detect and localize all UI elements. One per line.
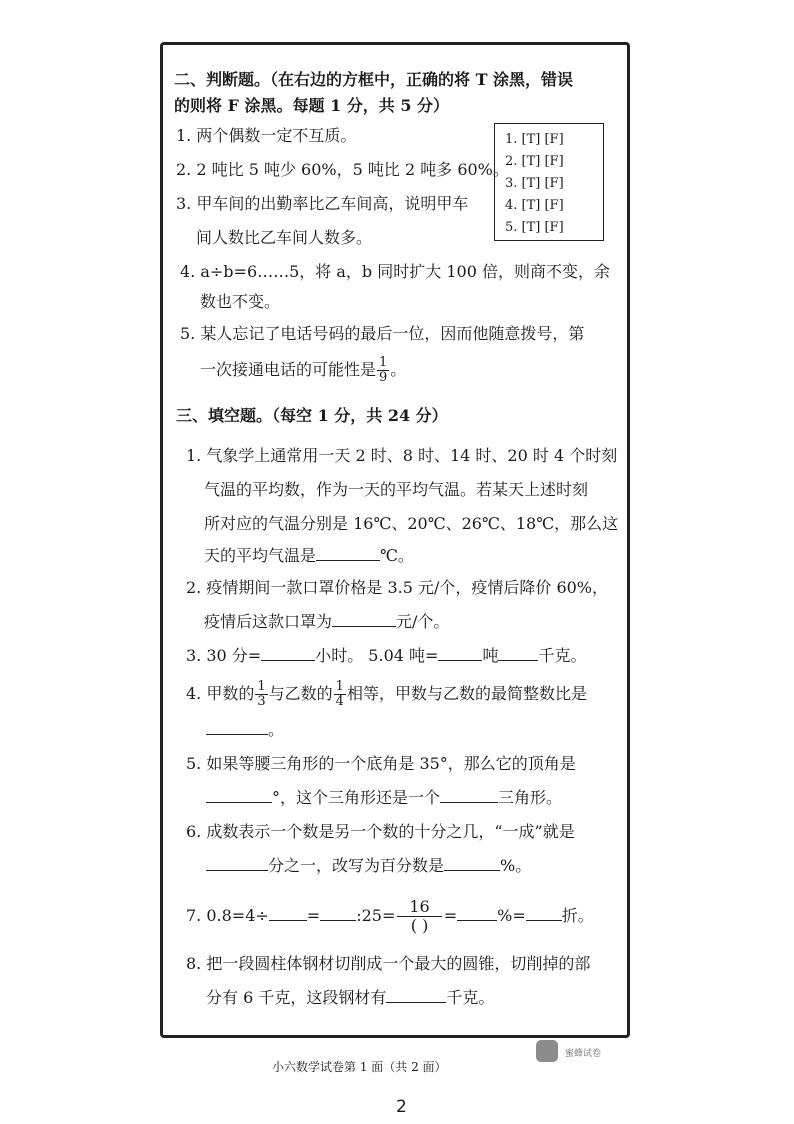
- watermark-text: 蜜蜂试卷: [565, 1049, 602, 1059]
- judge-q5-cont: [200, 356, 406, 385]
- fill-q7: [186, 898, 594, 935]
- q4-frac-2: [334, 680, 346, 709]
- q8-blank[interactable]: [386, 988, 446, 1003]
- q6-post: %。: [500, 856, 532, 875]
- judge-q3-cont: 间人数比乙车间人数多。: [196, 228, 373, 247]
- q3-pre: 3. 30 分=: [186, 646, 262, 665]
- page-number: 2: [396, 1097, 407, 1117]
- judge-q2: 2. 2 吨比 5 吨少 60%，5 吨比 2 吨多 60%。: [176, 160, 509, 179]
- fill-q1: 1. 气象学上通常用一天 2 时、8 时、14 时、20 时 4 个时刻: [186, 446, 618, 465]
- footer-text: 小六数学试卷第 1 面（共 2 面）: [272, 1060, 447, 1074]
- q7-pct: %=: [497, 906, 526, 925]
- q1-post: ℃。: [380, 546, 414, 565]
- q1-blank[interactable]: [316, 546, 380, 561]
- fill-q1-l4: [204, 546, 414, 566]
- q3-blank-2[interactable]: [438, 646, 482, 661]
- fill-q3: [186, 646, 586, 666]
- q3-mid: 小时。 5.04 吨=: [315, 646, 439, 665]
- fill-q1-l2: 气温的平均数，作为一天的平均气温。若某天上述时刻: [204, 480, 589, 499]
- q2-pre: 疫情后这款口罩为: [204, 612, 333, 631]
- q7-fraction: [397, 898, 441, 935]
- fill-q4-l2: [206, 720, 284, 740]
- q6-mid: 分之一，改写为百分数是: [268, 856, 445, 875]
- fill-q5-l2: [206, 788, 562, 808]
- q7-blank-2[interactable]: [320, 906, 356, 921]
- fill-q6-l2: [206, 856, 531, 876]
- q5-blank-1[interactable]: [206, 788, 272, 803]
- section2-title-cont: 的则将 F 涂黑。每题 1 分，共 5 分）: [174, 96, 450, 115]
- q4b-post: 。: [268, 720, 285, 739]
- q8-pre: 分有 6 千克，这段钢材有: [206, 988, 387, 1007]
- q4-post: 相等，甲数与乙数的最简整数比是: [346, 684, 587, 703]
- answer-row-2[interactable]: 2. [T] [F]: [505, 154, 564, 169]
- q2-blank[interactable]: [332, 612, 396, 627]
- fill-q8-l2: [206, 988, 494, 1008]
- q4-pre: 4. 甲数的: [186, 684, 255, 703]
- q4-frac-1-num: 1: [257, 679, 266, 694]
- q5-fraction: [377, 356, 389, 385]
- q7-pre: 7. 0.8=4÷: [186, 906, 269, 925]
- judge-q4-cont: 数也不变。: [200, 292, 281, 311]
- fill-q4: [186, 680, 587, 709]
- q5-den: 9: [379, 370, 388, 385]
- q2-post: 元/个。: [396, 612, 450, 631]
- q4-blank[interactable]: [206, 720, 268, 735]
- watermark-logo-icon: [536, 1040, 558, 1062]
- judge-q3: 3. 甲车间的出勤率比乙车间高，说明甲车: [176, 194, 469, 213]
- q4-mid: 与乙数的: [268, 684, 333, 703]
- q7-post: 折。: [561, 906, 594, 925]
- q6-blank-2[interactable]: [444, 856, 500, 871]
- q4-frac-2-den: 4: [335, 694, 344, 709]
- q6-blank-1[interactable]: [206, 856, 268, 871]
- q3-blank-3[interactable]: [498, 646, 538, 661]
- section2-title: 二、判断题。（在右边的方框中，正确的将 T 涂黑，错误: [174, 70, 574, 89]
- judge-q5: 5. 某人忘记了电话号码的最后一位，因而他随意拨号，第: [180, 324, 585, 343]
- q5-post: 三角形。: [498, 788, 563, 807]
- q7-num: 16: [397, 898, 441, 917]
- q5-text: 一次接通电话的可能性是: [200, 360, 377, 379]
- q4-frac-1: [255, 680, 267, 709]
- q7-eq1: =: [306, 906, 321, 925]
- q3-post: 千克。: [538, 646, 587, 665]
- judge-q4: 4. a÷b=6……5，将 a，b 同时扩大 100 倍，则商不变，余: [180, 262, 610, 281]
- q4-frac-2-num: 1: [335, 679, 344, 694]
- fill-q2-l2: [204, 612, 449, 632]
- answer-row-1[interactable]: 1. [T] [F]: [505, 132, 564, 147]
- q3-blank-1[interactable]: [261, 646, 315, 661]
- q5-num: 1: [379, 355, 388, 370]
- judge-q1: 1. 两个偶数一定不互质。: [176, 126, 357, 145]
- q3-mid2: 吨: [482, 646, 499, 665]
- q5-mid: °，这个三角形还是一个: [272, 788, 441, 807]
- q7-colon: :25=: [356, 906, 396, 925]
- fill-q5: 5. 如果等腰三角形的一个底角是 35°，那么它的顶角是: [186, 754, 576, 773]
- q7-den[interactable]: ( ): [410, 916, 429, 935]
- answer-box: [494, 123, 604, 241]
- q7-eq2: =: [443, 906, 458, 925]
- fill-q6: 6. 成数表示一个数是另一个数的十分之几，“一成”就是: [186, 822, 575, 841]
- q5-end: 。: [390, 360, 407, 379]
- section3-title: 三、填空题。（每空 1 分，共 24 分）: [176, 406, 448, 425]
- fill-q2: 2. 疫情期间一款口罩价格是 3.5 元/个，疫情后降价 60%，: [186, 578, 609, 597]
- q7-blank-1[interactable]: [269, 906, 307, 921]
- q1-pre: 天的平均气温是: [204, 546, 317, 565]
- fill-q1-l3: 所对应的气温分别是 16℃、20℃、26℃、18℃，那么这: [204, 514, 619, 533]
- q4-frac-1-den: 3: [257, 694, 266, 709]
- answer-row-5[interactable]: 5. [T] [F]: [505, 220, 564, 235]
- q7-blank-3[interactable]: [457, 906, 497, 921]
- q7-blank-4[interactable]: [526, 906, 562, 921]
- fill-q8: 8. 把一段圆柱体钢材切削成一个最大的圆锥，切削掉的部: [186, 954, 591, 973]
- q8-post: 千克。: [446, 988, 495, 1007]
- answer-row-3[interactable]: 3. [T] [F]: [505, 176, 564, 191]
- q5-blank-2[interactable]: [440, 788, 498, 803]
- answer-row-4[interactable]: 4. [T] [F]: [505, 198, 564, 213]
